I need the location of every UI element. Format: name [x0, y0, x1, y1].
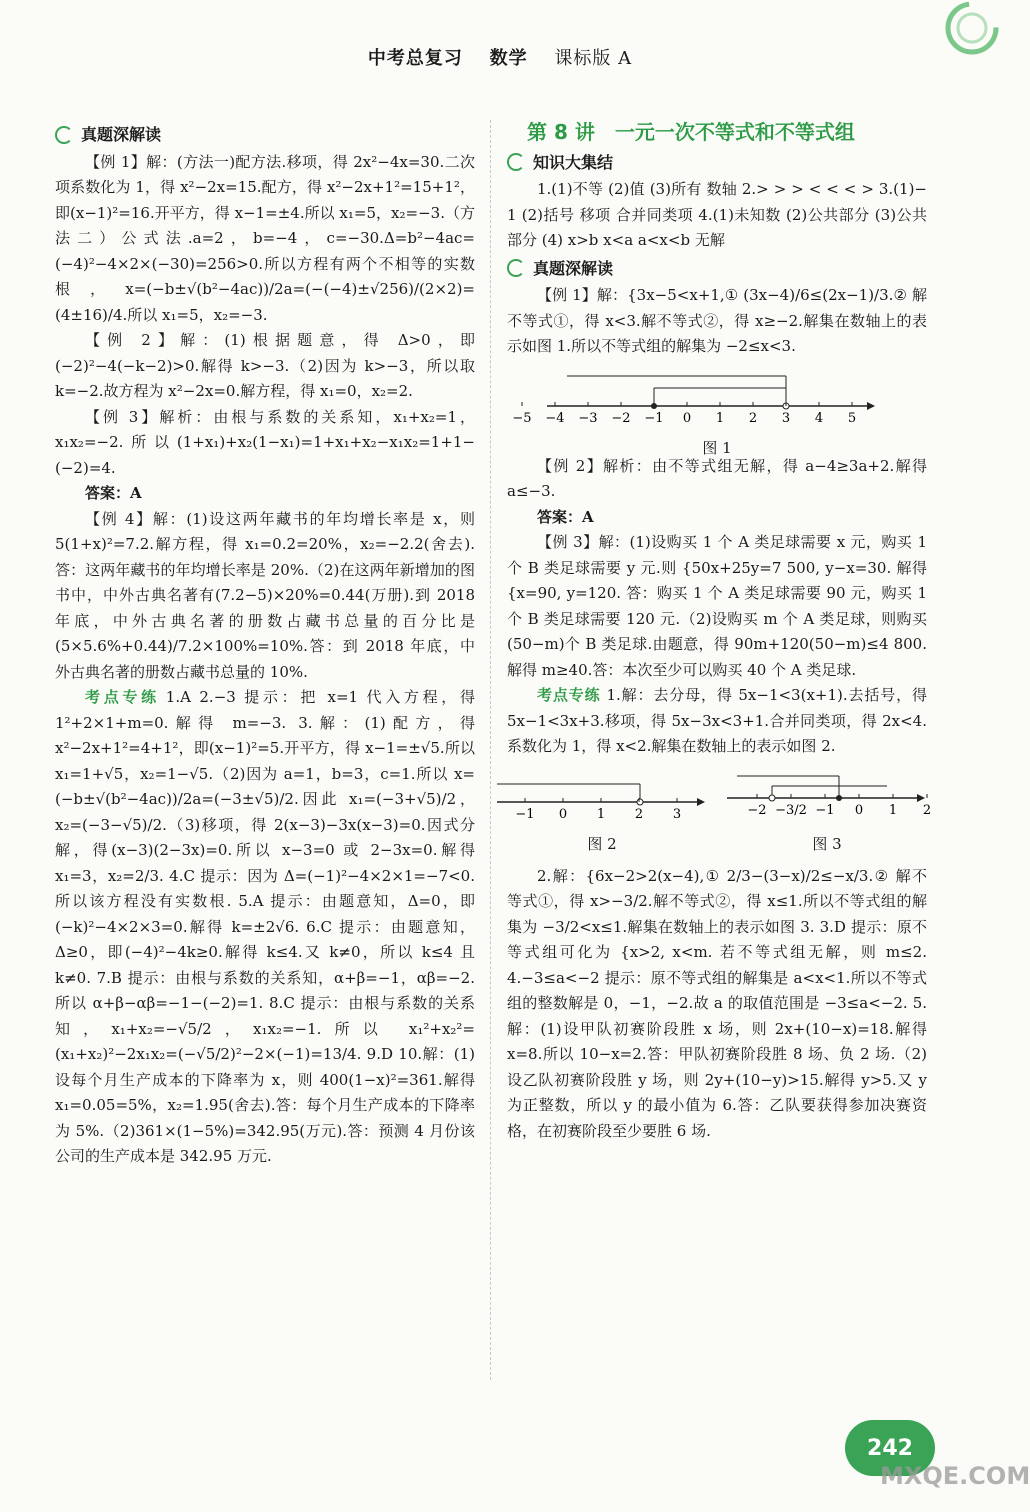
figure-2 — [497, 768, 707, 858]
example-1: 【例 1】解：(方法一)配方法.移项，得 2x²−4x=30.二次项系数化为 1，得 x²−2x=15.配方，得 x²−2x+1²=15+1²，即(x−1)²=16.开平方，得 x−1=±4.所以 x₁=5，x₂=−3.（方法二）公式法.a=2，b=−4，c=−30.Δ=b²−4ac=(−4)²−4×2×(−30)=256>0.所以方程有两个不相等的实数根，x=(−b±√(b²−4ac))/2a=(−(−4)±√256)/(2×2)=(4±16)/4.所以 x₁=5，x₂=−3. — [55, 152, 475, 324]
lesson-title: 第 8 讲 一元一次不等式和不等式组 — [527, 120, 855, 144]
right-column — [507, 120, 932, 1144]
drill-label: 考点专练 — [85, 688, 160, 706]
tick-label: −3 — [578, 410, 598, 426]
left-section-heading — [55, 122, 475, 148]
section-icon — [507, 259, 525, 277]
column-divider — [490, 120, 491, 1380]
tick-label: 1 — [715, 410, 725, 426]
r-drill-rest: 2.解：{6x−2>2(x−4),① 2/3−(3−x)/2≤−x/3.② 解不等式①，得 x>−3/2.解不等式②，得 x≤1.所以不等式组的解集为 −3/2<x≤1.解集在数轴上的表示如图 3. 3.D 提示：原不等式组可化为 {x>2, x<m. 若不等式组无解，则 m≤2. 4.−3≤a<−2 提示：原不等式组的解集是 a<x<1.所以不等式组的整数解是 0，−1，−2.故 a 的取值范围是 −3≤a<−2. 5.解：(1)设甲队初赛阶段胜 x 场，则 2x+(10−x)=18.解得 x=8.所以 10−x=2.答：甲队初赛阶段胜 8 场、负 2 场.（2)设乙队初赛阶段胜 y 场，则 2y+(10−y)>15.解得 y>5.又 y 为正整数，所以 y 的最小值为 6.答：乙队要获得参加决赛资格，在初赛阶段至少要胜 6 场. — [507, 866, 927, 1140]
tick-label: −1 — [644, 410, 664, 426]
header-book: 中考总复习 — [367, 48, 463, 69]
tick-label: 0 — [558, 806, 568, 822]
header-edition: 课标版 A — [554, 48, 633, 69]
number-line-1 — [507, 366, 927, 428]
page-header — [0, 44, 1000, 70]
r-example-2-answer: 答案：A — [537, 507, 594, 526]
corner-decoration-icon — [920, 0, 1000, 80]
tick-label: 0 — [854, 802, 864, 818]
page-number: 242 — [845, 1420, 935, 1476]
watermark: MXQE.COM — [880, 1462, 1030, 1490]
r-example-2: 【例 2】解析：由不等式组无解，得 a−4≥3a+2.解得 a≤−3. — [507, 456, 927, 500]
tick-label: 3 — [781, 410, 791, 426]
tick-label: −3/2 — [775, 802, 807, 818]
right-section-title: 真题深解读 — [533, 258, 614, 278]
example-2: 【例 2】解：(1)根据题意，得 Δ>0，即(−2)²−4(−k−2)>0.解得 k>−3.（2)因为 k>−3，所以取 k=−2.故方程为 x²−2x=0.解方程，得 x₁=0，x₂=2. — [55, 331, 475, 400]
figure-3 — [727, 768, 932, 858]
right-section-heading — [507, 256, 927, 282]
tick-label: −5 — [512, 410, 532, 426]
section-icon — [55, 126, 73, 144]
r-drill-label: 考点专练 — [537, 686, 601, 704]
tick-label: 1 — [888, 802, 898, 818]
number-line-3 — [727, 768, 932, 824]
drill-block — [55, 685, 475, 1170]
tick-label: −2 — [747, 802, 767, 818]
left-column — [55, 120, 475, 1170]
figure-1-caption: 图 1 — [702, 439, 732, 457]
figure-2-caption: 图 2 — [587, 835, 617, 853]
tick-label: 4 — [814, 410, 824, 426]
knowledge-text: 1.(1)不等 (2)值 (3)所有 数轴 2.> > > < < < > 3.(1)− 1 (2)括号 移项 合并同类项 4.(1)未知数 (2)公共部分 (3)公共部分 (4) x>b x<a a<x<b 无解 — [507, 180, 927, 249]
r-example-3: 【例 3】解：(1)设购买 1 个 A 类足球需要 x 元，购买 1 个 B 类足球需要 y 元.则 {50x+25y=7 500, y−x=30. 解得 {x=90, y=120. 答：购买 1 个 A 类足球需要 90 元，购买 1 个 B 类足球需要 120 元.（2)设购买 m 个 A 类足球，则购买(50−m)个 B 类足球.由题意，得 90m+120(50−m)≤4 800.解得 m≥40.答：本次至少可以购买 40 个 A 类足球. — [507, 533, 927, 679]
tick-label: −4 — [545, 410, 565, 426]
tick-label: 5 — [847, 410, 857, 426]
r-drill-block — [507, 683, 927, 760]
example-3: 【例 3】解析：由根与系数的关系知，x₁+x₂=1，x₁x₂=−2.所以(1+x₁)+x₂(1−x₁)=1+x₁+x₂−x₁x₂=1+1−(−2)=4. — [55, 407, 475, 477]
tick-label: 1 — [596, 806, 606, 822]
knowledge-heading — [507, 150, 927, 176]
tick-label: −1 — [515, 806, 535, 822]
r-drill-1: 1.解：去分母，得 5x−1<3(x+1).去括号，得 5x−1<3x+3.移项，得 5x−3x<3+1.合并同类项，得 2x<4.系数化为 1，得 x<2.解集在数轴上的表示如图 2. — [507, 686, 927, 755]
left-section-title: 真题深解读 — [81, 125, 162, 144]
drill-text: 1.A 2.−3 提示：把 x=1 代入方程，得 1²+2×1+m=0.解得 m=−3. 3.解：(1)配方，得 x²−2x+1²=4+1²，即(x−1)²=5.开平方，得 x−1=±√5.所以 x₁=1+√5，x₂=1−√5.（2)因为 a=1，b=3，c=1.所以 x=(−b±√(b²−4ac))/2a=(−3±√5)/2.因此 x₁=(−3+√5)/2，x₂=(−3−√5)/2.（3)移项，得 2(x−3)−3x(x−3)=0.因式分解，得(x−3)(2−3x)=0.所以 x−3=0 或 2−3x=0.解得 x₁=3，x₂=2/3. 4.C 提示：因为 Δ=(−1)²−4×2×1=−7<0.所以该方程没有实数根. 5.A 提示：由题意知，Δ=0，即(−k)²−4×2×3=0.解得 k=±2√6. 6.C 提示：由题意知，Δ≥0，即(−4)²−4k≥0.解得 k≤4.又 k≠0，所以 k≤4 且 k≠0. 7.B 提示：由根与系数的关系知，α+β=−1，αβ=−2.所以 α+β−αβ=−1−(−2)=1. 8.C 提示：由根与系数的关系知，x₁+x₂=−√5/2，x₁x₂=−1.所以 x₁²+x₂²=(x₁+x₂)²−2x₁x₂=(−√5/2)²−2×(−1)=13/4. 9.D 10.解：(1)设每个月生产成本的下降率为 x，则 400(1−x)²=361.解得 x₁=0.05=5%，x₂=1.95(舍去).答：每个月生产成本的下降率为 5%.（2)361×(1−5%)=342.95(万元).答：预测 4 月份该公司的生产成本是 342.95 万元. — [55, 688, 475, 1165]
figures-2-3 — [497, 768, 932, 858]
example-4: 【例 4】解：(1)设这两年藏书的年均增长率是 x，则 5(1+x)²=7.2.解方程，得 x₁=0.2=20%，x₂=−2.2(舍去).答：这两年藏书的年均增长率是 20%.（2)在这两年新增加的图书中，中外古典名著有(7.2−5)×20%=0.44(万册).到 2018 年底，中外古典名著的册数占藏书总量的百分比是 (5×5.6%+0.44)/7.2×100%=10%.答：到 2018 年底，中外古典名著的册数占藏书总量的 10%. — [55, 509, 475, 681]
tick-label: 2 — [634, 806, 644, 822]
number-line-2 — [497, 768, 707, 824]
tick-label: −2 — [611, 410, 631, 426]
knowledge-title: 知识大集结 — [533, 152, 614, 172]
example-3-answer: 答案：A — [85, 484, 142, 502]
tick-label: 3 — [672, 806, 682, 822]
tick-label: −1 — [815, 802, 835, 818]
section-icon — [507, 153, 525, 171]
header-subject: 数学 — [489, 48, 528, 69]
figure-3-caption: 图 3 — [812, 835, 842, 853]
r-example-1: 【例 1】解：{3x−5<x+1,① (3x−4)/6≤(2x−1)/3.② 解不等式①，得 x<3.解不等式②，得 x≥−2.解集在数轴上的表示如图 1.所以不等式组的解集为 −2≤x<3. — [507, 286, 927, 355]
tick-label: 2 — [922, 802, 932, 818]
tick-label: 2 — [748, 410, 758, 426]
figure-1 — [507, 366, 927, 457]
tick-label: 0 — [682, 410, 692, 426]
